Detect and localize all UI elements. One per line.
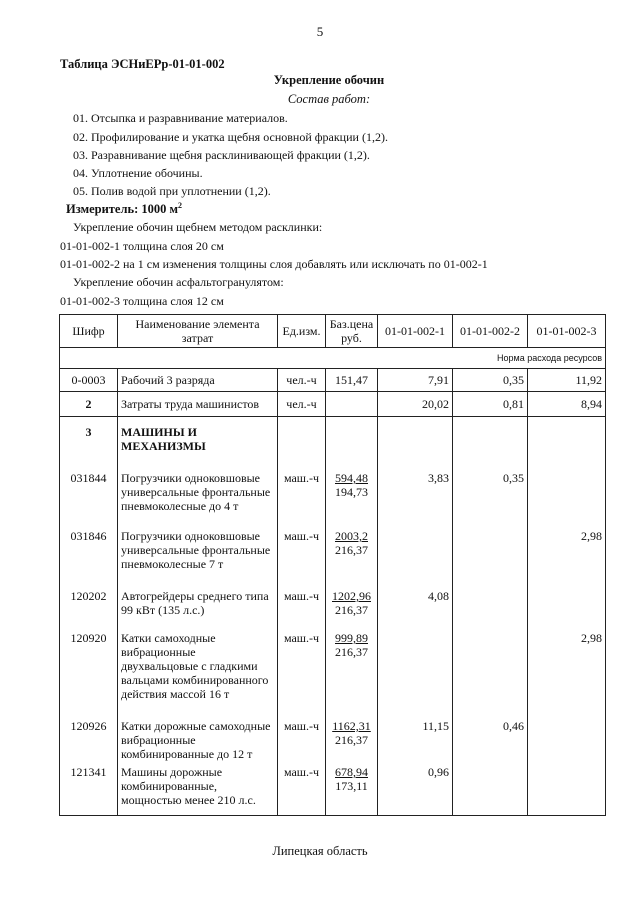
- row-name: Катки самоходные вибрационные двухвальцовые с гладкими вальцами комбинированного действия массой 16 т: [118, 631, 278, 719]
- row-name: Автогрейдеры среднего типа 99 кВт (135 л.с.): [118, 589, 278, 631]
- price-current: 1202,96: [332, 589, 371, 603]
- header-unit: Ед.изм.: [278, 315, 326, 348]
- row-value-2: 0,46: [453, 719, 528, 765]
- work-item: 01. Отсыпка и разравнивание материалов.: [73, 111, 288, 125]
- table-row: [60, 765, 606, 816]
- row-value-2: [453, 765, 528, 816]
- row-value-2: [453, 417, 528, 472]
- price-base: 173,11: [335, 779, 368, 793]
- row-value-2: 0,81: [453, 392, 528, 417]
- header-col3: 01-01-002-3: [528, 315, 606, 348]
- row-value-3: [528, 719, 606, 765]
- norm-label: Норма расхода ресурсов: [60, 348, 606, 369]
- row-price: [326, 719, 378, 765]
- row-price: [326, 765, 378, 816]
- table-row: [60, 589, 606, 631]
- norm-row: [60, 348, 606, 369]
- row-value-2: [453, 589, 528, 631]
- row-code: 120202: [60, 589, 118, 631]
- section-heading: Укрепление обочин: [273, 73, 385, 87]
- table-row: [60, 631, 606, 719]
- price-current: 1162,31: [332, 719, 371, 733]
- row-code: 031844: [60, 471, 118, 529]
- row-unit: [278, 417, 326, 472]
- row-value-1: 20,02: [378, 392, 453, 417]
- table-row: [60, 471, 606, 529]
- table-row: [60, 392, 606, 417]
- row-code: 121341: [60, 765, 118, 816]
- price-current: 678,94: [335, 765, 368, 779]
- row-value-3: 11,92: [528, 369, 606, 392]
- row-unit: маш.-ч: [278, 765, 326, 816]
- work-item: 04. Уплотнение обочины.: [73, 166, 203, 180]
- page-number: 5: [316, 24, 324, 39]
- header-price: Баз.цена руб.: [326, 315, 378, 348]
- price-base: 216,37: [335, 603, 368, 617]
- table-header-row: [60, 315, 606, 348]
- row-unit: маш.-ч: [278, 529, 326, 589]
- price-base: 194,73: [335, 485, 368, 499]
- row-value-1: 4,08: [378, 589, 453, 631]
- price-base: 216,37: [335, 543, 368, 557]
- row-value-2: [453, 631, 528, 719]
- work-item: 03. Разравнивание щебня расклинивающей фракции (1,2).: [73, 148, 370, 162]
- method-line: Укрепление обочин щебнем методом расклинки:: [73, 220, 323, 234]
- row-unit: чел.-ч: [278, 369, 326, 392]
- row-name: МАШИНЫ И МЕХАНИЗМЫ: [118, 417, 278, 472]
- row-value-1: 0,96: [378, 765, 453, 816]
- row-code: 2: [60, 392, 118, 417]
- resource-table: [59, 314, 606, 816]
- variant-line: 01-01-002-3 толщина слоя 12 см: [60, 294, 224, 308]
- row-value-2: [453, 529, 528, 589]
- price-base: 216,37: [335, 733, 368, 747]
- row-value-3: [528, 765, 606, 816]
- row-value-3: 2,98: [528, 631, 606, 719]
- table-row: [60, 417, 606, 472]
- row-code: 120920: [60, 631, 118, 719]
- row-name: Машины дорожные комбинированные, мощностью менее 210 л.с.: [118, 765, 278, 816]
- work-item: 05. Полив водой при уплотнении (1,2).: [73, 184, 271, 198]
- row-code: 120926: [60, 719, 118, 765]
- row-price: [326, 417, 378, 472]
- row-price: [326, 589, 378, 631]
- row-name: Катки дорожные самоходные вибрационные комбинированные до 12 т: [118, 719, 278, 765]
- row-unit: маш.-ч: [278, 631, 326, 719]
- row-unit: маш.-ч: [278, 471, 326, 529]
- row-name: Затраты труда машинистов: [118, 392, 278, 417]
- table-title: Таблица ЭСНиЕРр-01-01-002: [60, 57, 225, 71]
- price-current: 2003,2: [335, 529, 368, 543]
- row-code: 3: [60, 417, 118, 472]
- row-price: [326, 471, 378, 529]
- work-composition-heading: Состав работ:: [287, 92, 371, 106]
- price-current: 594,48: [335, 471, 368, 485]
- footer-region: Липецкая область: [272, 844, 368, 858]
- row-code: 031846: [60, 529, 118, 589]
- row-value-3: [528, 417, 606, 472]
- row-price: [326, 631, 378, 719]
- header-code: Шифр: [60, 315, 118, 348]
- row-value-1: [378, 529, 453, 589]
- header-col1: 01-01-002-1: [378, 315, 453, 348]
- table-row: [60, 369, 606, 392]
- row-unit: маш.-ч: [278, 719, 326, 765]
- row-value-2: 0,35: [453, 471, 528, 529]
- row-unit: маш.-ч: [278, 589, 326, 631]
- row-value-1: [378, 417, 453, 472]
- row-value-2: 0,35: [453, 369, 528, 392]
- price-base: 216,37: [335, 645, 368, 659]
- measure-unit: Измеритель: 1000 $м^2$: [66, 201, 183, 217]
- row-price: [326, 392, 378, 417]
- method-line: Укрепление обочин асфальтогранулятом:: [73, 275, 284, 289]
- row-code: 0-0003: [60, 369, 118, 392]
- variant-line: 01-01-002-1 толщина слоя 20 см: [60, 239, 224, 253]
- row-name: Погрузчики одноковшовые универсальные фронтальные пневмоколесные 7 т: [118, 529, 278, 589]
- row-name: Рабочий 3 разряда: [118, 369, 278, 392]
- row-value-3: 8,94: [528, 392, 606, 417]
- row-price: 151,47: [326, 369, 378, 392]
- header-name: Наименование элемента затрат: [118, 315, 278, 348]
- row-value-3: [528, 589, 606, 631]
- price-current: 999,89: [335, 631, 368, 645]
- table-row: [60, 719, 606, 765]
- row-value-3: [528, 471, 606, 529]
- row-value-3: 2,98: [528, 529, 606, 589]
- variant-line: 01-01-002-2 на 1 см изменения толщины слоя добавлять или исключать по 01-002-1: [60, 257, 488, 271]
- work-item: 02. Профилирование и укатка щебня основной фракции (1,2).: [73, 130, 388, 144]
- row-price: [326, 529, 378, 589]
- row-value-1: 3,83: [378, 471, 453, 529]
- row-value-1: 7,91: [378, 369, 453, 392]
- row-name: Погрузчики одноковшовые универсальные фронтальные пневмоколесные до 4 т: [118, 471, 278, 529]
- table-row: [60, 529, 606, 589]
- header-col2: 01-01-002-2: [453, 315, 528, 348]
- row-unit: чел.-ч: [278, 392, 326, 417]
- row-value-1: 11,15: [378, 719, 453, 765]
- row-value-1: [378, 631, 453, 719]
